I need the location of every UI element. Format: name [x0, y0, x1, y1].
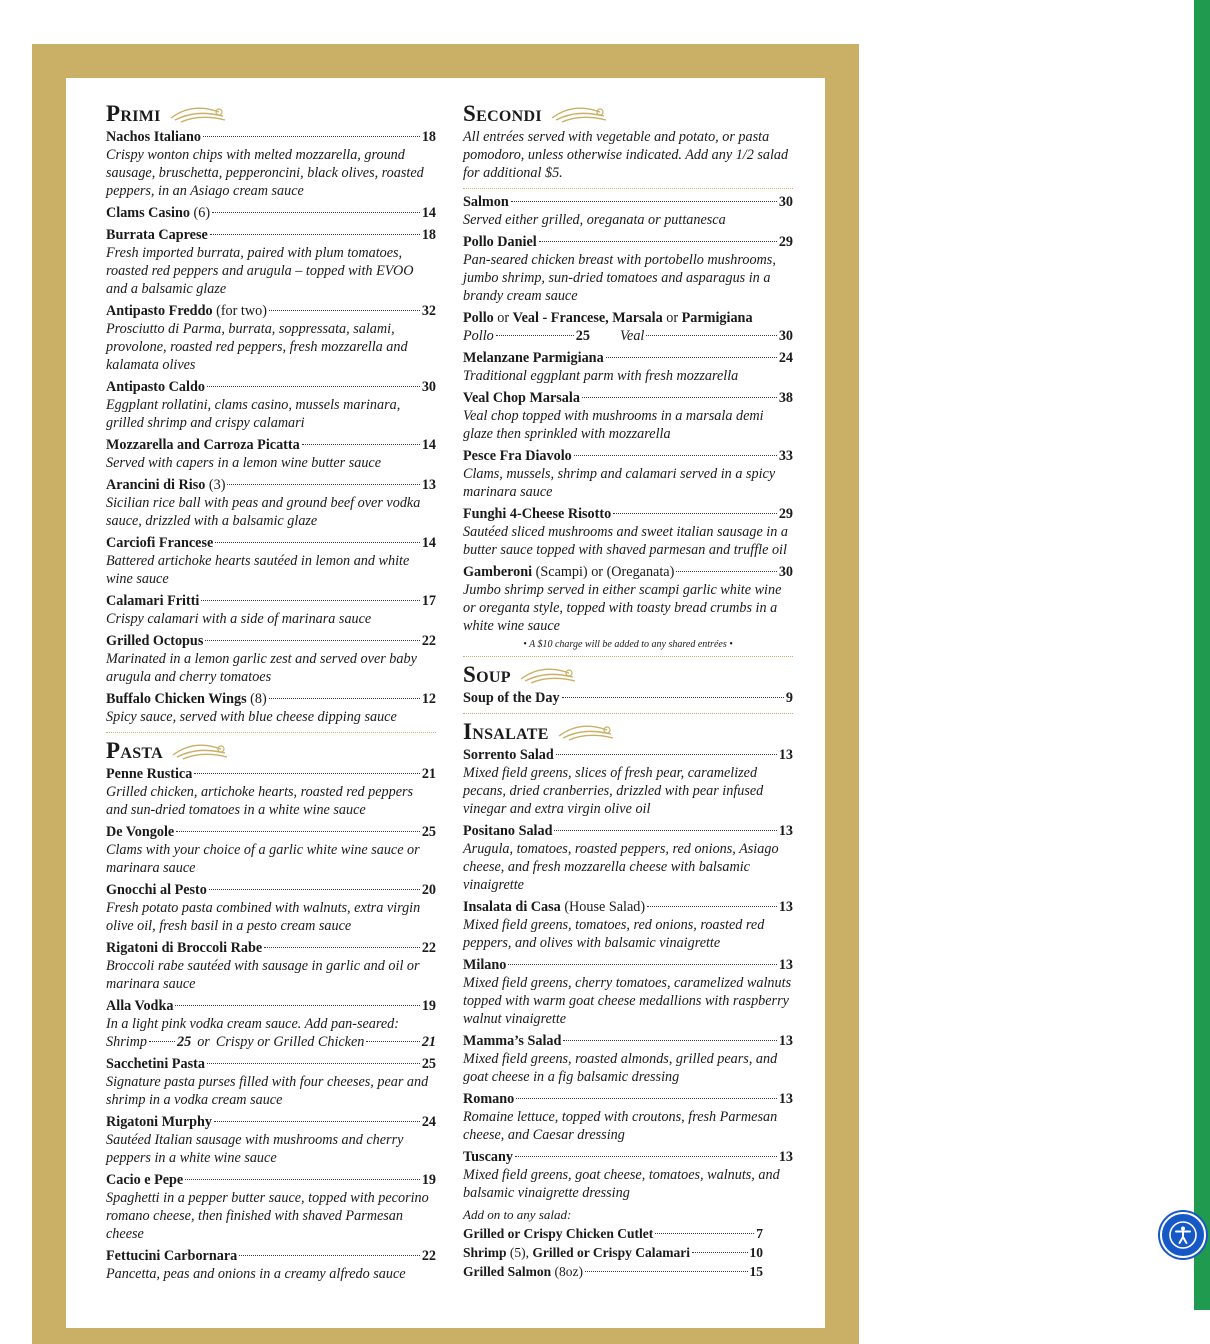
dot-leader — [210, 234, 420, 235]
item-price: 29 — [778, 234, 793, 250]
item-description: Fresh imported burrata, paired with plum tomatoes, roasted red peppers and arugula – topped with EVOO and a balsamic glaze — [106, 245, 414, 297]
menu-item-pollo-veal — [463, 309, 793, 345]
section-divider — [463, 188, 793, 189]
item-price: 25 — [575, 328, 590, 344]
item-name: Rigatoni di Broccoli Rabe — [106, 940, 263, 956]
dot-leader — [209, 889, 420, 890]
dot-leader — [205, 640, 419, 641]
item-price: 13 — [421, 477, 436, 493]
side-accent-bar — [1194, 0, 1210, 1310]
accessibility-button[interactable] — [1160, 1212, 1206, 1258]
menu-item — [463, 1148, 793, 1202]
primi-header — [106, 100, 436, 126]
item-price: 30 — [778, 194, 793, 210]
item-description: Clams with your choice of a garlic white wine sauce or marinara sauce — [106, 842, 420, 876]
flourish-icon — [550, 104, 608, 124]
item-row — [463, 563, 793, 581]
item-description: Spaghetti in a pepper butter sauce, topped with pecorino romano cheese, then finished with shaved Parmesan cheese — [106, 1190, 429, 1242]
item-name: Gnocchi al Pesto — [106, 882, 207, 898]
addon-price: 7 — [756, 1226, 763, 1241]
item-price: 32 — [421, 303, 436, 319]
item-price: 13 — [778, 899, 793, 915]
section-divider — [463, 656, 793, 657]
section-title: Pasta — [106, 738, 164, 763]
menu-item — [106, 226, 436, 298]
item-description: Battered artichoke hearts sautéed in lemon and white wine sauce — [106, 553, 410, 587]
item-price: 21 — [421, 766, 436, 782]
menu-item — [106, 302, 436, 374]
item-row — [106, 436, 436, 454]
item-description: Traditional eggplant parm with fresh mozzarella — [463, 368, 739, 384]
item-row — [106, 765, 436, 783]
flourish-icon — [519, 665, 577, 685]
item-description: Romaine lettuce, topped with croutons, fresh Parmesan cheese, and Caesar dressing — [463, 1109, 778, 1143]
menu-item — [106, 476, 436, 530]
item-row — [106, 997, 436, 1015]
vodka-addon-row — [106, 1033, 436, 1051]
item-name: Parmigiana — [681, 310, 753, 326]
item-name: Soup of the Day — [463, 690, 560, 706]
item-suffix: (3) — [205, 477, 226, 493]
menu-item — [106, 632, 436, 686]
item-price: 13 — [778, 823, 793, 839]
menu-page — [66, 78, 825, 1328]
section-title: Secondi — [463, 101, 542, 126]
dot-leader — [582, 397, 777, 398]
dot-leader — [516, 1098, 777, 1099]
item-description: In a light pink vodka cream sauce. Add pan-seared: — [106, 1016, 400, 1032]
item-row — [106, 476, 436, 494]
dot-leader — [215, 542, 420, 543]
item-row — [106, 1055, 436, 1073]
item-row — [463, 1032, 793, 1050]
addon-item — [463, 1224, 763, 1243]
item-price: 30 — [421, 379, 436, 395]
item-name: Clams Casino — [106, 205, 190, 221]
price-label: Pollo — [463, 328, 494, 344]
item-row — [463, 1148, 793, 1166]
menu-item — [106, 881, 436, 935]
dot-leader — [655, 1233, 754, 1234]
item-description: Arugula, tomatoes, roasted peppers, red onions, Asiago cheese, and fresh mozzarella cheese with balsamic vinaigrette — [463, 841, 779, 893]
item-description: Served with capers in a lemon wine butter sauce — [106, 455, 382, 471]
item-row — [463, 193, 793, 211]
soup-list — [463, 689, 793, 707]
secondi-intro: All entrées served with vegetable and potato, or pasta pomodoro, unless otherwise indicated. Add any 1/2 salad for additional $5. — [463, 129, 789, 181]
menu-item — [106, 204, 436, 222]
section-title: Insalate — [463, 719, 549, 744]
item-price: 24 — [421, 1114, 436, 1130]
flourish-icon — [557, 722, 615, 742]
item-name: Carciofi Francese — [106, 535, 214, 551]
addon-item — [463, 1243, 763, 1262]
section-divider — [106, 732, 436, 733]
item-name: Pesce Fra Diavolo — [463, 448, 572, 464]
item-name: Romano — [463, 1091, 515, 1107]
item-description: Mixed field greens, cherry tomatoes, caramelized walnuts topped with warm goat cheese medallions with raspberry walnut vinaigrette — [463, 975, 792, 1027]
menu-item — [463, 193, 793, 229]
menu-item — [463, 822, 793, 894]
item-price: 22 — [421, 940, 436, 956]
item-name: Funghi 4-Cheese Risotto — [463, 506, 612, 522]
secondi-list — [463, 193, 793, 305]
menu-item — [106, 765, 436, 819]
dot-leader — [515, 1156, 777, 1157]
item-row — [106, 128, 436, 146]
dot-leader — [176, 831, 420, 832]
dot-leader — [556, 754, 777, 755]
item-name: Nachos Italiano — [106, 129, 201, 145]
item-name: Rigatoni Murphy — [106, 1114, 213, 1130]
item-name: Arancini di Riso — [106, 477, 206, 493]
item-name: Pollo Daniel — [463, 234, 537, 250]
item-description: Signature pasta purses filled with four cheeses, pear and shrimp in a vodka cream sauce — [106, 1074, 429, 1108]
addon-name: Grilled or Crispy Calamari — [532, 1245, 691, 1260]
item-description: Sautéed sliced mushrooms and sweet italian sausage in a butter sauce topped with shaved parmesan and truffle oil — [463, 524, 788, 558]
item-name: Penne Rustica — [106, 766, 193, 782]
item-row — [463, 505, 793, 523]
menu-item — [106, 534, 436, 588]
item-name: Grilled Octopus — [106, 633, 204, 649]
item-description: Jumbo shrimp served in either scampi garlic white wine or oreganta style, topped with toasty bread crumbs in a white wine sauce — [463, 582, 782, 634]
item-name: Burrata Caprese — [106, 227, 208, 243]
menu-item — [463, 1032, 793, 1086]
item-row — [463, 233, 793, 251]
item-name: - — [538, 310, 551, 326]
item-row — [106, 378, 436, 396]
item-price: 29 — [778, 506, 793, 522]
item-name: Fettucini Carbornara — [106, 1248, 238, 1264]
item-description: Broccoli rabe sautéed with sausage in garlic and oil or marinara sauce — [106, 958, 420, 992]
item-suffix: or — [662, 310, 682, 326]
addon-name: Grilled or Crispy Chicken Cutlet — [463, 1226, 654, 1241]
item-description: Clams, mussels, shrimp and calamari served in a spicy marinara sauce — [463, 466, 776, 500]
addon-or: or — [197, 1034, 210, 1050]
menu-item — [106, 1055, 436, 1109]
item-price: 22 — [421, 1248, 436, 1264]
item-suffix: (House Salad) — [560, 899, 646, 915]
menu-item — [106, 592, 436, 628]
item-description: Crispy calamari with a side of marinara sauce — [106, 611, 372, 627]
item-price: 13 — [778, 1091, 793, 1107]
dot-leader — [203, 136, 420, 137]
dot-leader — [676, 571, 777, 572]
addon-price: 25 — [177, 1034, 192, 1050]
item-price: 30 — [778, 328, 793, 344]
shared-entree-note: • A $10 charge will be added to any shared entrées • — [523, 639, 733, 650]
addon-name: Grilled Salmon — [463, 1264, 552, 1279]
item-price: 25 — [421, 824, 436, 840]
item-row — [106, 204, 436, 222]
dot-leader — [302, 444, 420, 445]
item-row — [463, 349, 793, 367]
item-price: 13 — [778, 957, 793, 973]
item-name: Calamari Fritti — [106, 593, 200, 609]
item-price: 38 — [778, 390, 793, 406]
insalate-list — [463, 746, 793, 1202]
item-row — [106, 592, 436, 610]
dot-leader — [201, 600, 419, 601]
dot-leader — [269, 698, 420, 699]
dot-leader — [613, 513, 777, 514]
item-row — [106, 226, 436, 244]
menu-item — [106, 1247, 436, 1283]
item-price: 24 — [778, 350, 793, 366]
item-price: 30 — [778, 564, 793, 580]
item-name: Milano — [463, 957, 507, 973]
addon-suffix: (8oz) — [551, 1264, 583, 1279]
item-row — [106, 1247, 436, 1265]
menu-item — [463, 563, 793, 635]
item-name: Buffalo Chicken Wings — [106, 691, 247, 707]
pasta-list — [106, 765, 436, 1283]
item-description: Sicilian rice ball with peas and ground beef over vodka sauce, drizzled with a balsamic glaze — [106, 495, 421, 529]
menu-frame — [32, 44, 859, 1344]
secondi-header — [463, 100, 793, 126]
dot-leader — [194, 773, 420, 774]
menu-item — [463, 389, 793, 443]
item-description: Eggplant rollatini, clams casino, mussels marinara, grilled shrimp and crispy calamari — [106, 397, 401, 431]
item-name: Francese, — [550, 310, 609, 326]
item-row — [106, 632, 436, 650]
item-description: Mixed field greens, roasted almonds, grilled pears, and goat cheese in a fig balsamic dressing — [463, 1051, 778, 1085]
item-name: Veal — [512, 310, 539, 326]
dot-leader — [207, 386, 420, 387]
addon-price: 10 — [749, 1245, 763, 1260]
menu-item — [463, 349, 793, 385]
item-price: 22 — [421, 633, 436, 649]
dot-leader — [511, 201, 777, 202]
item-price: 14 — [421, 437, 436, 453]
item-price: 13 — [778, 1033, 793, 1049]
menu-item — [106, 997, 436, 1051]
menu-item — [106, 128, 436, 200]
menu-item — [106, 1171, 436, 1243]
addon-item — [463, 1262, 763, 1281]
section-divider — [463, 713, 793, 714]
item-row — [106, 302, 436, 320]
item-description: Spicy sauce, served with blue cheese dipping sauce — [106, 709, 397, 725]
menu-item — [106, 939, 436, 993]
dot-leader — [149, 1041, 175, 1042]
item-name: Insalata di Casa — [463, 899, 561, 915]
addon-intro: Add on to any salad: — [463, 1207, 572, 1222]
item-description: Mixed field greens, tomatoes, red onions, roasted red peppers, and olives with balsamic vinaigrette — [463, 917, 765, 951]
addon-name: Shrimp — [463, 1245, 507, 1260]
item-description: Pan-seared chicken breast with portobello mushrooms, jumbo shrimp, sun-dried tomatoes and asparagus in a brandy cream sauce — [463, 252, 776, 304]
dot-leader — [554, 830, 776, 831]
item-suffix: (Scampi) or (Oreganata) — [532, 564, 675, 580]
item-price: 12 — [421, 691, 436, 707]
menu-item — [463, 898, 793, 952]
item-price: 14 — [421, 205, 436, 221]
item-description: Sautéed Italian sausage with mushrooms and cherry peppers in a white wine sauce — [106, 1132, 404, 1166]
dot-leader — [264, 947, 420, 948]
item-row — [106, 939, 436, 957]
item-name: Salmon — [463, 194, 509, 210]
item-description: Grilled chicken, artichoke hearts, roasted red peppers and sun-dried tomatoes in a white wine sauce — [106, 784, 414, 818]
menu-item — [106, 436, 436, 472]
item-name: Sorrento Salad — [463, 747, 554, 763]
insalate-header — [463, 718, 793, 744]
dot-leader — [175, 1005, 419, 1006]
right-column — [463, 100, 793, 1281]
item-price: 20 — [421, 882, 436, 898]
addon-list — [463, 1224, 793, 1281]
item-row — [106, 534, 436, 552]
addon-suffix: (5), — [506, 1245, 533, 1260]
section-title: Primi — [106, 101, 161, 126]
dot-leader — [239, 1255, 420, 1256]
flourish-icon — [169, 104, 227, 124]
menu-item — [106, 1113, 436, 1167]
addon-price: 21 — [421, 1034, 436, 1050]
item-price: 13 — [778, 747, 793, 763]
item-description: Served either grilled, oreganata or puttanesca — [463, 212, 726, 228]
item-name: De Vongole — [106, 824, 175, 840]
item-name: Veal Chop Marsala — [463, 390, 580, 406]
item-row — [463, 389, 793, 407]
dot-leader — [207, 1063, 420, 1064]
item-name: Alla Vodka — [106, 998, 174, 1014]
dot-leader — [692, 1252, 747, 1253]
menu-item — [463, 233, 793, 305]
dot-leader — [214, 1121, 420, 1122]
dot-leader — [508, 964, 776, 965]
section-title: Soup — [463, 662, 511, 687]
secondi-list — [463, 349, 793, 635]
addon-label: Shrimp — [106, 1034, 147, 1050]
item-description: Prosciutto di Parma, burrata, soppressata, salami, provolone, roasted red peppers, fresh mozzarella and kalamata olives — [106, 321, 408, 373]
item-row — [106, 823, 436, 841]
dot-leader — [539, 241, 777, 242]
primi-list — [106, 128, 436, 726]
dot-leader — [185, 1179, 420, 1180]
item-name: Mozzarella and Carroza Picatta — [106, 437, 300, 453]
item-price: 18 — [421, 129, 436, 145]
dot-leader — [585, 1271, 748, 1272]
menu-item — [463, 1090, 793, 1144]
item-price: 33 — [778, 448, 793, 464]
item-description: Mixed field greens, slices of fresh pear, caramelized pecans, dried cranberries, drizzled with pear infused vinegar and extra virgin olive oil — [463, 765, 764, 817]
item-row — [106, 881, 436, 899]
item-row — [106, 690, 436, 708]
soup-header — [463, 661, 793, 687]
item-row — [463, 956, 793, 974]
item-description: Mixed field greens, goat cheese, tomatoes, walnuts, and balsamic vinaigrette dressing — [463, 1167, 780, 1201]
item-row — [106, 1113, 436, 1131]
pasta-header — [106, 737, 436, 763]
item-name: Antipasto Freddo — [106, 303, 213, 319]
item-name: Positano Salad — [463, 823, 553, 839]
menu-item — [106, 690, 436, 726]
item-row — [463, 822, 793, 840]
item-row — [463, 1090, 793, 1108]
item-description: Marinated in a lemon garlic zest and served over baby arugula and cherry tomatoes — [106, 651, 417, 685]
item-row — [463, 898, 793, 916]
menu-item — [463, 505, 793, 559]
item-description: Pancetta, peas and onions in a creamy alfredo sauce — [106, 1266, 406, 1282]
item-description: Veal chop topped with mushrooms in a marsala demi glaze then sprinkled with mozzarella — [463, 408, 764, 442]
item-row — [463, 746, 793, 764]
dot-leader — [212, 212, 420, 213]
item-suffix: (6) — [189, 205, 211, 221]
item-name: Sacchetini Pasta — [106, 1056, 205, 1072]
item-name: Mamma’s Salad — [463, 1033, 562, 1049]
item-row — [463, 689, 793, 707]
menu-item — [106, 823, 436, 877]
item-row — [463, 447, 793, 465]
addon-label: Crispy or Grilled Chicken — [215, 1034, 365, 1050]
dot-leader — [606, 357, 777, 358]
item-price: 18 — [421, 227, 436, 243]
item-price: 19 — [421, 1172, 436, 1188]
item-description: Fresh potato pasta combined with walnuts, extra virgin olive oil, fresh basil in a pesto cream sauce — [106, 900, 421, 934]
item-description: Crispy wonton chips with melted mozzarella, ground sausage, bruschetta, pepperoncini, black olives, roasted peppers, in an Asiago cream sauce — [106, 147, 424, 199]
menu-item — [463, 447, 793, 501]
item-row — [106, 1171, 436, 1189]
pollo-veal-prices — [463, 327, 793, 345]
item-suffix: (8) — [246, 691, 267, 707]
item-name: Cacio e Pepe — [106, 1172, 184, 1188]
dot-leader — [562, 697, 784, 698]
item-name: Tuscany — [463, 1149, 513, 1165]
menu-item — [463, 746, 793, 818]
accessibility-icon — [1168, 1220, 1198, 1250]
item-suffix: (for two) — [212, 303, 267, 319]
dot-leader — [647, 906, 777, 907]
addon-price: 15 — [749, 1264, 763, 1279]
item-suffix: or — [493, 310, 513, 326]
dot-leader — [366, 1041, 419, 1042]
item-price: 13 — [778, 1149, 793, 1165]
dot-leader — [269, 310, 420, 311]
item-price: 19 — [421, 998, 436, 1014]
item-price: 9 — [785, 690, 793, 706]
item-price: 14 — [421, 535, 436, 551]
menu-item — [106, 378, 436, 432]
item-price: 17 — [421, 593, 436, 609]
dot-leader — [574, 455, 777, 456]
menu-item — [463, 689, 793, 707]
item-name: Melanzane Parmigiana — [463, 350, 604, 366]
item-name: Pollo — [463, 310, 494, 326]
menu-item — [463, 956, 793, 1028]
dot-leader — [227, 484, 419, 485]
item-name: Marsala — [612, 310, 663, 326]
item-price: 25 — [421, 1056, 436, 1072]
left-column — [106, 100, 436, 1287]
item-name: Gamberoni — [463, 564, 533, 580]
flourish-icon — [171, 741, 229, 761]
price-label: Veal — [619, 328, 645, 344]
dot-leader — [563, 1040, 776, 1041]
item-name: Antipasto Caldo — [106, 379, 205, 395]
